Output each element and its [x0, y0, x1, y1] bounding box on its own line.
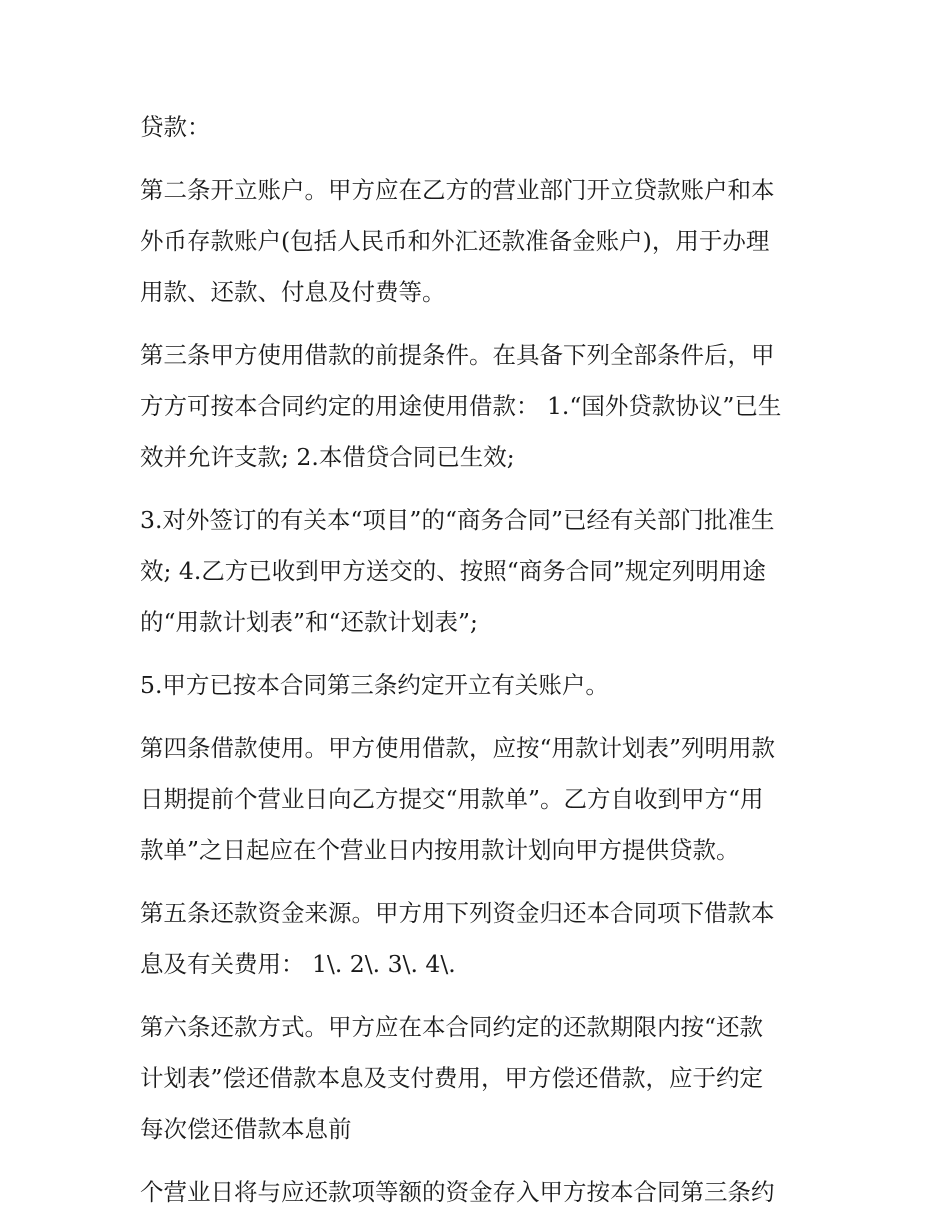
text-line: 效; 4.乙方已收到甲方送交的、按照“商务合同”规定列明用途 [140, 557, 766, 585]
text-line: 的“用款计划表”和“还款计划表”; [140, 608, 478, 636]
text-line: 用款、还款、付息及付费等。 [140, 278, 446, 306]
text-line: 3.对外签订的有关本“项目”的“商务合同”已经有关部门批准生 [140, 506, 775, 534]
paragraph-condition-5 [140, 660, 820, 711]
paragraph-article-2 [140, 165, 820, 318]
text-line: 每次偿还借款本息前 [140, 1115, 352, 1143]
text-line: 5.甲方已按本合同第三条约定开立有关账户。 [140, 671, 609, 699]
text-line: 效并允许支款; 2.本借贷合同已生效; [140, 443, 515, 471]
text-line: 计划表”偿还借款本息及支付费用，甲方偿还借款，应于约定 [140, 1064, 764, 1092]
text-line: 第二条开立账户。甲方应在乙方的营业部门开立贷款账户和本 [140, 176, 775, 204]
paragraph-article-4 [140, 723, 820, 876]
text-line: 方方可按本合同约定的用途使用借款： 1.“国外贷款协议”已生 [140, 392, 782, 420]
document-page [140, 102, 820, 1230]
paragraph-article-3 [140, 330, 820, 483]
text-line: 日期提前个营业日向乙方提交“用款单”。乙方自收到甲方“用 [140, 785, 764, 813]
paragraph-article-6-continued [140, 1167, 820, 1218]
text-line: 款单”之日起应在个营业日内按用款计划向甲方提供贷款。 [140, 836, 740, 864]
text-line: 外币存款账户(包括人民币和外汇还款准备金账户)，用于办理 [140, 227, 770, 255]
text-line: 个营业日将与应还款项等额的资金存入甲方按本合同第三条约 [140, 1178, 775, 1206]
paragraph-loan-heading [140, 102, 820, 153]
paragraph-article-5 [140, 888, 820, 990]
text-line: 第三条甲方使用借款的前提条件。在具备下列全部条件后，甲 [140, 341, 775, 369]
text-line: 贷款： [140, 113, 211, 141]
paragraph-article-6 [140, 1002, 820, 1155]
text-line: 第五条还款资金来源。甲方用下列资金归还本合同项下借款本 [140, 899, 775, 927]
text-line: 第四条借款使用。甲方使用借款，应按“用款计划表”列明用款 [140, 734, 776, 762]
text-line: 息及有关费用： 1\. 2\. 3\. 4\. [140, 950, 456, 978]
text-line: 第六条还款方式。甲方应在本合同约定的还款期限内按“还款 [140, 1013, 764, 1041]
paragraph-condition-3-4 [140, 495, 820, 648]
